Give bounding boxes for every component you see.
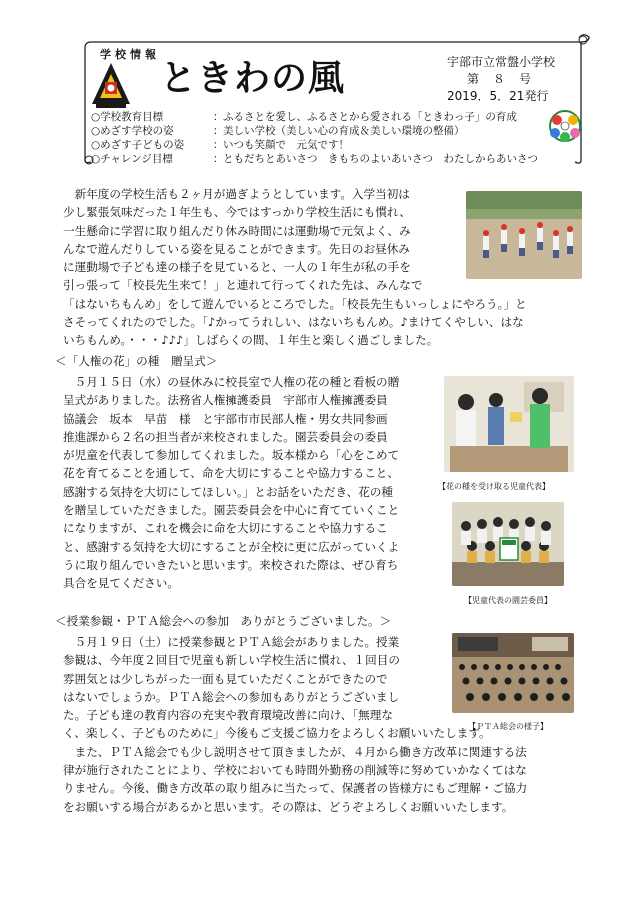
text-line: と、感謝する気持を大切にすることが全校に更に広がっていくよ	[63, 539, 400, 554]
goal-key: ○学校教育目標	[91, 111, 164, 123]
school-emblem-logo	[88, 60, 134, 110]
text-line: いちもんめ。・・・♪♪♪」しばらくの間、１年生と楽しく過ごしました。	[63, 333, 439, 348]
pta-meeting-photo	[452, 633, 574, 713]
text-line: 推進課から２名の担当者が来校されました。園芸委員会の委員	[63, 429, 388, 444]
section-heading-human-rights-flower: ＜「人権の花」の種 贈呈式＞	[55, 354, 218, 368]
issue-number: 第 ８ 号	[467, 72, 533, 86]
text-line: ５月１９日（土）に授業参観とＰＴＡ総会がありました。授業	[63, 635, 400, 649]
text-line: 花を育てることを通して、命を大切にすることや協力すること、	[63, 466, 399, 481]
text-line: 参観は、今年度２回目で児童も新しい学校生活に慣れ、１回目の	[63, 653, 400, 668]
text-line: になりますが、これを機会に命を大切にすることや協力するこ	[63, 521, 388, 536]
newsletter-title: ときわの風	[160, 57, 346, 99]
pta-photo-caption: 【ＰＴＡ総会の様子】	[468, 722, 548, 731]
text-line: 引っ張って「校長先生来て！」と連れて行ってくれた先は、みんなで	[63, 278, 423, 293]
gardening-photo-caption: 【児童代表の園芸委員】	[464, 596, 552, 605]
school-name: 宇部市立常盤小学校	[447, 55, 556, 69]
text-line: 呈式がありました。法務省人権擁護委員 宇部市人権擁護委員	[63, 393, 388, 408]
seed-photo-caption: 【花の種を受け取る児童代表】	[438, 482, 550, 491]
school-info-block	[447, 54, 577, 105]
seed-ceremony-photo	[444, 376, 574, 472]
section-heading-open-class-pta: ＜授業参観・ＰＴＡ総会への参加 ありがとうございました。＞	[55, 614, 392, 628]
text-line: く、楽しく、子どものために」今後もご支援ご協力をよろしくお願いいたします。	[63, 726, 491, 741]
article-intro-body	[63, 185, 527, 350]
article-human-rights-body	[63, 373, 399, 593]
text-line: んなで遊んだりしている姿を見ることができます。先日のお昼休み	[63, 241, 410, 256]
text-line: 新年度の学校生活も２ヶ月が過ぎようとしています。入学当初は	[63, 187, 410, 201]
goal-value: ともだちとあいさつ きもちのよいあいさつ わたしからあいさつ	[223, 153, 538, 165]
text-line: 具合を見てください。	[63, 576, 179, 591]
text-line: を贈呈していただきました。園芸委員会を中心に育てていくこと	[63, 503, 400, 518]
goal-row: ○学校教育目標 ： ふるさとを愛し、ふるさとから愛される「ときわっ子」の育成	[91, 111, 517, 123]
text-line: さそってくれたのでした。「♪かってうれしい、はないちもんめ。♪まけてくやしい、はな	[63, 315, 524, 330]
goal-key: ○めざす子どもの姿	[91, 139, 185, 151]
goal-key: ○めざす学校の姿	[91, 125, 174, 137]
text-line: また、ＰＴＡ総会でも少し説明させて頂きましたが、４月から働き方改革に関連する法	[63, 744, 527, 759]
playground-photo	[466, 191, 582, 279]
text-line: うに取り組んでいきたいと思います。来校された際は、ぜひ育ち	[63, 557, 399, 572]
goal-row: ○めざす子どもの姿 ： いつも笑顔で 元気です！	[91, 139, 349, 151]
goal-value: ふるさとを愛し、ふるさとから愛される「ときわっ子」の育成	[223, 111, 517, 123]
text-line: 感謝する気持を大切にしてほしい。」とお話をいただき、花の種	[63, 484, 393, 499]
text-line: 雰囲気とは少しちがった一面も見ていただくことができたので	[63, 671, 388, 686]
text-line: 協議会 坂本 早苗 様 と宇部市市民部人権・男女共同参画	[63, 411, 388, 426]
text-line: ５月１５日（水）の昼休みに校長室で人権の花の種と看板の贈	[63, 375, 400, 389]
issue-date: 2019．5．21発行	[447, 89, 549, 103]
text-line: 「はないちもんめ」をして遊んでいるところでした。「校長先生もいっしょにやろう。」と	[63, 296, 527, 311]
goal-value: 美しい学校（美しい心の育成＆美しい環境の整備）	[223, 125, 465, 137]
goal-row: ○めざす学校の姿 ： 美しい学校（美しい心の育成＆美しい環境の整備）	[91, 125, 465, 137]
text-line: が児童を代表して参加してくれました。坂本様から「心をこめて	[63, 448, 400, 463]
text-line: た。子ども達の教育内容の充実や教育環境改善に向け、「無理な	[63, 708, 393, 723]
mascot-illustration	[543, 106, 587, 146]
masthead-label: 学校情報	[100, 48, 160, 61]
text-line: 少し緊張気味だった１年生も、今ではすっかり学校生活にも慣れ、	[63, 205, 411, 220]
text-line: 一生懸命に学習に取り組んだり休み時間には運動場で元気よく、み	[63, 223, 411, 238]
school-goals-list	[91, 110, 551, 166]
text-line: 律が施行されたことにより、学校においても時間外勤務の削減等に努めていかなくてはな	[63, 763, 527, 778]
goal-key: ○チャレンジ目標	[91, 153, 173, 165]
text-line: はないでしょうか。ＰＴＡ総会への参加もありがとうございまし	[63, 689, 400, 704]
text-line: に運動場で子ども達の様子を見ていると、一人の１年生が私の手を	[63, 260, 411, 275]
goal-value: いつも笑顔で 元気です！	[223, 139, 349, 151]
gardening-committee-photo	[452, 502, 564, 586]
goal-row: ○チャレンジ目標 ： ともだちとあいさつ きもちのよいあいさつ わたしからあいさつ	[91, 153, 538, 165]
text-line: りません。今後、働き方改革の取り組みに当たって、保護者の皆様方にもご理解・ご協力	[63, 781, 528, 796]
text-line: をお願いする場合があるかと思います。その際は、どうぞよろしくお願いいたします。	[63, 799, 514, 814]
